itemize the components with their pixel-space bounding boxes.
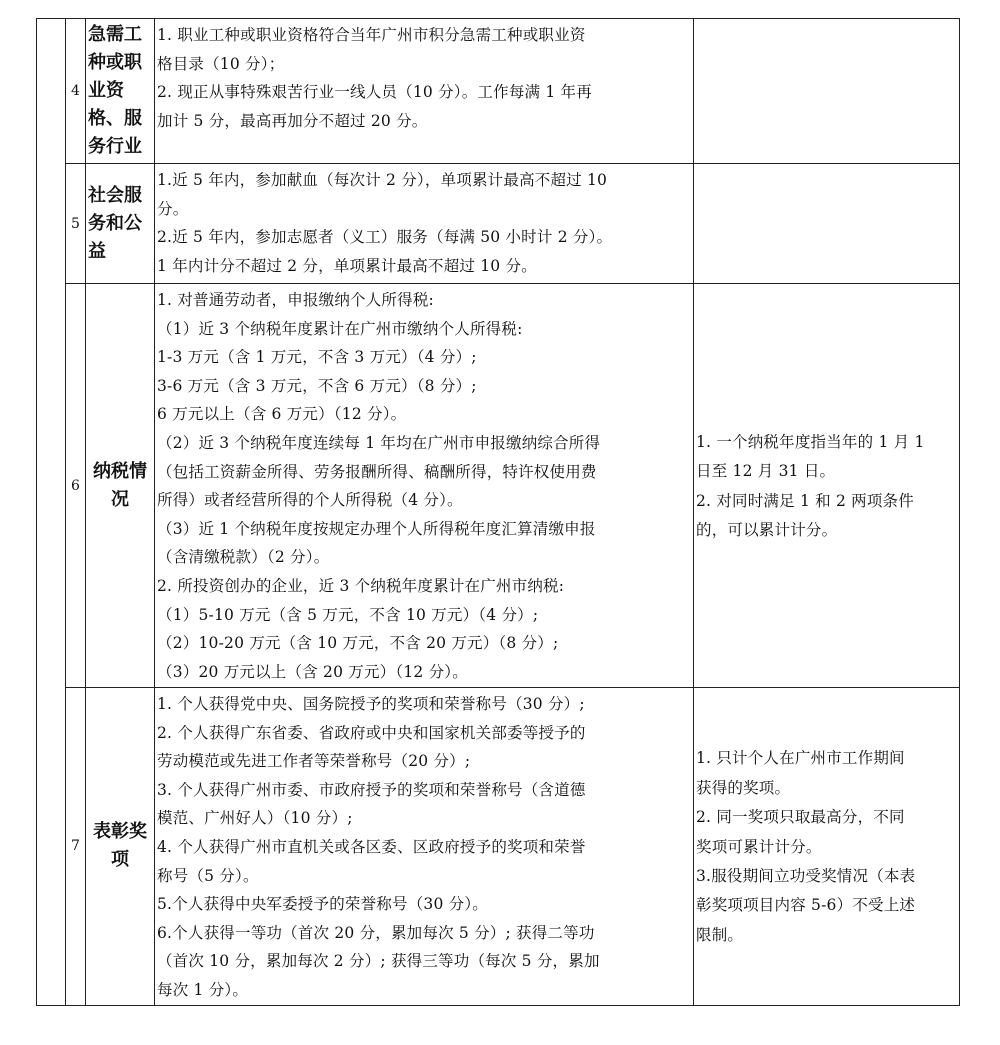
note-line: 限制。 bbox=[696, 925, 744, 944]
standard-line: 每次 1 分）。 bbox=[157, 980, 249, 999]
standard-line: （2）近 3 个纳税年度连续每 1 年均在广州市申报缴纳综合所得 bbox=[157, 433, 601, 452]
note-line: 2. 同一奖项只取最高分，不同 bbox=[696, 808, 905, 827]
standard-line: 2. 所投资创办的企业，近 3 个纳税年度累计在广州市纳税: bbox=[157, 576, 565, 595]
standard-line: 1 年内计分不超过 2 分，单项累计最高不超过 10 分。 bbox=[157, 256, 537, 275]
standard-line: （1）近 3 个纳税年度累计在广州市缴纳个人所得税: bbox=[157, 319, 523, 338]
standard-line: 加计 5 分，最高再加分不超过 20 分。 bbox=[157, 111, 428, 130]
standard-line: 4. 个人获得广州市直机关或各区委、区政府授予的奖项和荣誉 bbox=[157, 837, 586, 856]
table-row bbox=[37, 19, 960, 164]
note-cell bbox=[694, 688, 960, 1006]
item-name bbox=[86, 164, 155, 284]
item-name-line: 项 bbox=[111, 849, 129, 871]
standard-line: 劳动模范或先进工作者等荣誉称号（20 分）; bbox=[157, 752, 471, 771]
note-line: 奖项可累计计分。 bbox=[696, 837, 822, 856]
note-line: 1. 只计个人在广州市工作期间 bbox=[696, 749, 905, 768]
standard-line: 所得）或者经营所得的个人所得税（4 分）。 bbox=[157, 491, 463, 510]
standard-line: （3）近 1 个纳税年度按规定办理个人所得税年度汇算清缴申报 bbox=[157, 519, 596, 538]
note-line: 彰奖项项目内容 5-6）不受上述 bbox=[696, 896, 916, 915]
standard-line: 称号（5 分）。 bbox=[157, 866, 259, 885]
standard-line: 2. 现正从事特殊艰苦行业一线人员（10 分）。工作每满 1 年再 bbox=[157, 83, 592, 102]
standard-line: （包括工资薪金所得、劳务报酬所得、稿酬所得，特许权使用费 bbox=[157, 462, 597, 481]
row-number: 7 bbox=[66, 688, 86, 1006]
table-row bbox=[37, 688, 960, 1006]
standard-line: 1-3 万元（含 1 万元，不含 3 万元）（4 分）; bbox=[157, 348, 477, 367]
item-name-line: 况 bbox=[111, 488, 129, 510]
item-name bbox=[86, 19, 155, 164]
standard-line: 1.近 5 年内，参加献血（每次计 2 分），单项累计最高不超过 10 bbox=[157, 171, 608, 189]
note-line: 3.服役期间立功受奖情况（本表 bbox=[696, 866, 916, 885]
item-name-line: 社会服 bbox=[88, 184, 142, 206]
note-cell bbox=[694, 284, 960, 688]
note-line: 的，可以累计计分。 bbox=[696, 520, 838, 539]
item-name-line: 急需工 bbox=[88, 24, 142, 45]
standard-line: （2）10-20 万元（含 10 万元，不含 20 万元）（8 分）; bbox=[157, 634, 559, 653]
item-name-line: 纳税情 bbox=[93, 460, 147, 482]
scoring-table bbox=[36, 18, 960, 1006]
row-number: 6 bbox=[66, 284, 86, 688]
scoring-standard bbox=[155, 284, 694, 688]
standard-line: 6.个人获得一等功（首次 20 分，累加每次 5 分）; 获得二等功 bbox=[157, 923, 595, 942]
standard-line: 模范、广州好人）（10 分）; bbox=[157, 809, 353, 828]
item-name-line: 种或职 bbox=[88, 52, 142, 73]
standard-line: 1. 个人获得党中央、国务院授予的奖项和荣誉称号（30 分）; bbox=[157, 695, 585, 713]
item-name bbox=[86, 688, 155, 1006]
standard-line: 3. 个人获得广州市委、市政府授予的奖项和荣誉称号（含道德 bbox=[157, 780, 586, 799]
standard-line: 格目录（10 分）； bbox=[157, 54, 285, 73]
standard-line: 1. 职业工种或职业资格符合当年广州市积分急需工种或职业资 bbox=[157, 26, 586, 44]
item-name bbox=[86, 284, 155, 688]
note-cell bbox=[694, 164, 960, 284]
standard-line: 3-6 万元（含 3 万元，不含 6 万元）（8 分）; bbox=[157, 376, 477, 395]
standard-line: 1. 对普通劳动者，申报缴纳个人所得税: bbox=[157, 291, 434, 309]
item-name-line: 格、服 bbox=[88, 108, 142, 129]
standard-line: 2.近 5 年内，参加志愿者（义工）服务（每满 50 小时计 2 分）。 bbox=[157, 228, 613, 247]
item-name-line: 务行业 bbox=[88, 136, 142, 157]
item-name-line: 业资 bbox=[88, 80, 124, 101]
row-number: 5 bbox=[66, 164, 86, 284]
scoring-standard bbox=[155, 19, 694, 164]
note-line: 1. 一个纳税年度指当年的 1 月 1 bbox=[696, 432, 925, 451]
table-row bbox=[37, 284, 960, 688]
standard-line: （首次 10 分，累加每次 2 分）; 获得三等功（每次 5 分，累加 bbox=[157, 952, 600, 971]
row-number: 4 bbox=[66, 19, 86, 164]
note-line: 2. 对同时满足 1 和 2 两项条件 bbox=[696, 491, 914, 510]
note-line: 获得的奖项。 bbox=[696, 778, 791, 797]
standard-line: 5.个人获得中央军委授予的荣誉称号（30 分）。 bbox=[157, 895, 488, 914]
standard-line: （含清缴税款）（2 分）。 bbox=[157, 548, 330, 567]
standard-line: 6 万元以上（含 6 万元）（12 分）。 bbox=[157, 405, 407, 424]
note-cell bbox=[694, 19, 960, 164]
blank-column bbox=[37, 19, 66, 1006]
standard-line: 分。 bbox=[157, 199, 189, 218]
item-name-line: 益 bbox=[88, 240, 106, 262]
scoring-standard bbox=[155, 164, 694, 284]
standard-line: 2. 个人获得广东省委、省政府或中央和国家机关部委等授予的 bbox=[157, 723, 586, 742]
standard-line: （1）5-10 万元（含 5 万元，不含 10 万元）（4 分）; bbox=[157, 605, 539, 624]
table-row bbox=[37, 164, 960, 284]
standard-line: （3）20 万元以上（含 20 万元）（12 分）。 bbox=[157, 662, 468, 681]
note-line: 日至 12 月 31 日。 bbox=[696, 462, 836, 481]
item-name-line: 务和公 bbox=[88, 212, 142, 234]
scoring-standard bbox=[155, 688, 694, 1006]
item-name-line: 表彰奖 bbox=[93, 821, 147, 843]
